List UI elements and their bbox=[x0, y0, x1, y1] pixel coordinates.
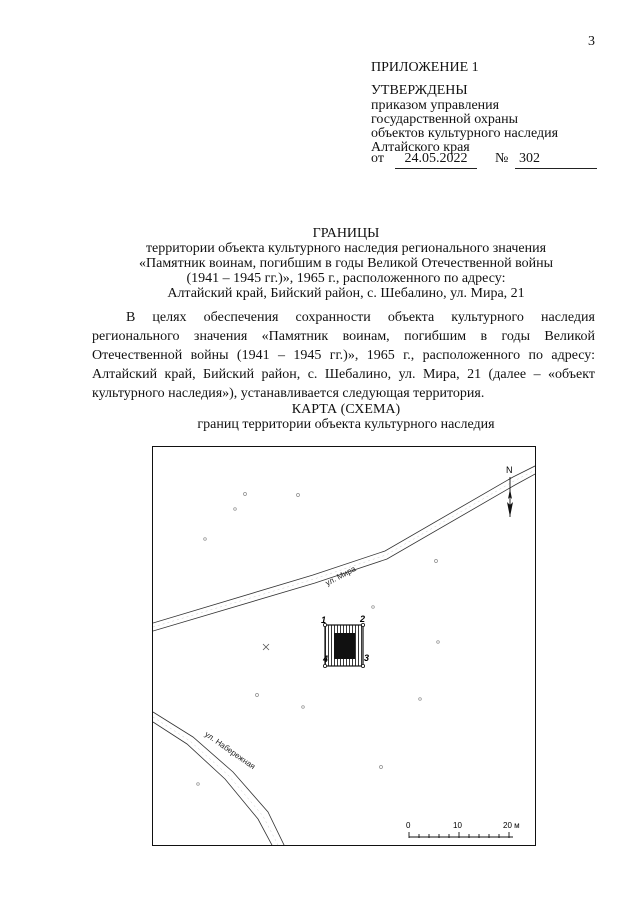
north-label: N bbox=[506, 465, 513, 475]
page-number: 3 bbox=[588, 34, 595, 49]
map-svg bbox=[153, 447, 536, 846]
heading-title: ГРАНИЦЫ bbox=[312, 226, 380, 241]
order-line bbox=[371, 151, 597, 173]
approval-line: объектов культурного наследия bbox=[371, 126, 559, 141]
territory-boundary bbox=[323, 623, 364, 667]
order-date: 24.05.2022 bbox=[395, 151, 477, 169]
heading-line: «Памятник воинам, погибшим в годы Великой Отечественной войны bbox=[139, 256, 553, 271]
heading-line: Алтайский край, Бийский район, с. Шебалино, ул. Мира, 21 bbox=[167, 286, 525, 301]
boundary-point-label: 3 bbox=[364, 653, 370, 663]
map-title: КАРТА (СХЕМА) bbox=[291, 402, 401, 417]
approval-block bbox=[371, 84, 558, 155]
scale-tick-label: 10 bbox=[453, 821, 462, 830]
map-frame bbox=[152, 446, 536, 846]
north-arrow-icon bbox=[507, 477, 513, 517]
street-naberezhnaya bbox=[153, 712, 285, 846]
scale-tick-label: 0 bbox=[406, 821, 411, 830]
boundary-point-label: 4 bbox=[323, 654, 329, 664]
approval-line: приказом управления bbox=[371, 98, 500, 113]
heading-line: территории объекта культурного наследия регионального значения bbox=[145, 241, 547, 256]
body-paragraph: В целях обеспечения сохранности объекта культурного наследия регионального значения «Памятник воинам, погибшим в годы Великой Отечественной войны (1941 – 1945 гг.)», 1965 г., расположенного по адресу: Алтайский край, Бийский район, с. Шебалино, ул. Мира, 21 (далее – «объект культурного наследия»), устанавливается следующая территория. bbox=[92, 310, 595, 401]
document-heading bbox=[60, 226, 632, 301]
approval-line: Алтайского края bbox=[371, 140, 470, 155]
scale-bar bbox=[409, 832, 513, 838]
from-label: от bbox=[371, 151, 384, 166]
approval-title: УТВЕРЖДЕНЫ bbox=[371, 83, 468, 98]
map-tree-symbol bbox=[263, 644, 269, 650]
street-mira bbox=[153, 465, 536, 631]
number-label: № bbox=[495, 151, 509, 166]
map-heading bbox=[60, 402, 632, 432]
map-subtitle: границ территории объекта культурного наследия bbox=[197, 417, 495, 432]
street-label-naberezhnaya: ул. Набережная bbox=[203, 729, 257, 772]
boundary-point-label: 2 bbox=[360, 614, 366, 624]
scale-tick-label: 20 м bbox=[503, 821, 520, 830]
boundary-point-label: 1 bbox=[321, 615, 327, 625]
order-number: 302 bbox=[515, 151, 597, 169]
heading-line: (1941 – 1945 гг.)», 1965 г., расположенного по адресу: bbox=[186, 271, 506, 286]
appendix-label: ПРИЛОЖЕНИЕ 1 bbox=[371, 60, 479, 75]
approval-line: государственной охраны bbox=[371, 112, 519, 127]
street-label-mira: ул. Мира bbox=[323, 564, 358, 588]
map-point-symbols bbox=[197, 493, 440, 786]
